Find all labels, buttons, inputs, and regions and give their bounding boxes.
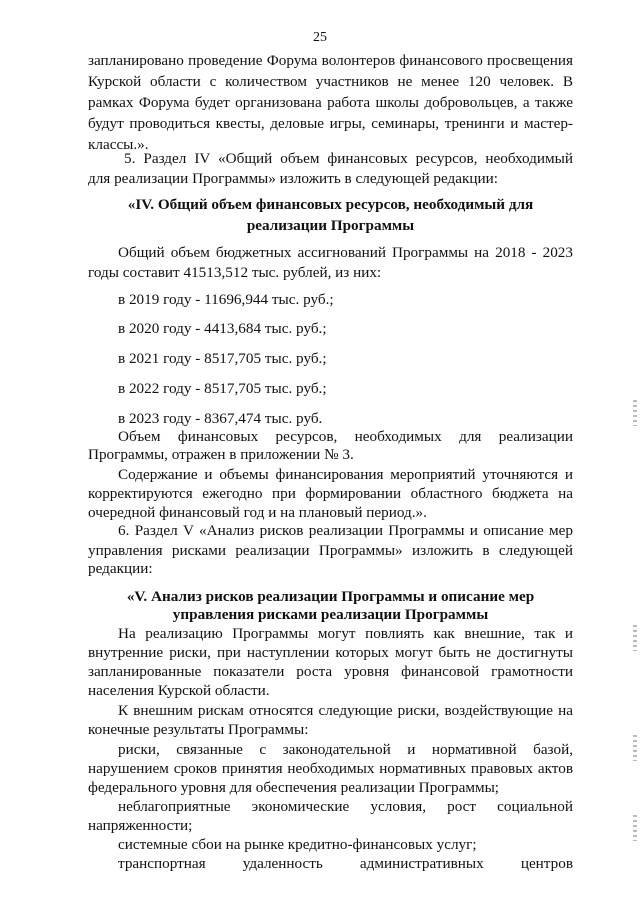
text-line: Содержание и объемы финансирования мероприятий уточняются и <box>118 466 573 483</box>
text-line: рамках Форума будет организована работа школы добровольцев, а также <box>88 94 573 111</box>
text-line: очередной финансовый год и на плановый период.». <box>88 504 427 521</box>
page-number: 25 <box>313 30 327 45</box>
scan-margin-mark <box>633 625 637 651</box>
text-line: системные сбои на рынке кредитно-финансовых услуг; <box>118 836 477 853</box>
scan-margin-mark <box>633 815 637 841</box>
budget-line: в 2022 году - 8517,705 тыс. руб.; <box>118 380 327 397</box>
text-line: годы составит 41513,512 тыс. рублей, из них: <box>88 264 382 281</box>
budget-line: в 2019 году - 11696,944 тыс. руб.; <box>118 291 334 308</box>
text-line: конечные результаты Программы: <box>88 721 309 738</box>
text-line: транспортная удаленность административных центров <box>118 855 573 872</box>
text-line: Программы, отражен в приложении № 3. <box>88 446 354 463</box>
text-line: 5. Раздел IV «Общий объем финансовых ресурсов, необходимый <box>124 150 573 167</box>
budget-line: в 2020 году - 4413,684 тыс. руб.; <box>118 320 327 337</box>
section-heading: «V. Анализ рисков реализации Программы и описание мер <box>126 588 535 605</box>
text-line: для реализации Программы» изложить в следующей редакции: <box>88 170 498 187</box>
text-line: риски, связанные с законодательной и нормативной базой, <box>118 741 573 758</box>
text-line: управления рисками реализации Программы» изложить в следующей <box>88 542 573 559</box>
section-heading: реализации Программы <box>246 217 415 234</box>
section-heading: «IV. Общий объем финансовых ресурсов, необходимый для <box>127 196 534 213</box>
text-line: будут проводиться квесты, деловые игры, семинары, тренинги и мастер- <box>88 115 573 132</box>
text-line: напряженности; <box>88 817 193 834</box>
text-line: корректируются ежегодно при формировании областного бюджета на <box>88 485 573 502</box>
text-line: запланировано проведение Форума волонтеров финансового просвещения <box>88 52 573 69</box>
text-line: На реализацию Программы могут повлиять как внешние, так и <box>118 625 573 642</box>
text-line: Объем финансовых ресурсов, необходимых для реализации <box>118 428 573 445</box>
text-line: нарушением сроков принятия необходимых нормативных правовых актов <box>88 760 573 777</box>
text-line: 6. Раздел V «Анализ рисков реализации Программы и описание мер <box>118 522 573 539</box>
text-line: классы.». <box>88 136 149 153</box>
text-line: редакции: <box>88 560 153 577</box>
text-line: населения Курской области. <box>88 682 270 699</box>
text-line: внутренние риски, при наступлении которых могут быть не достигнуты <box>88 644 573 661</box>
text-line: К внешним рискам относятся следующие риски, воздействующие на <box>118 702 573 719</box>
scan-margin-mark <box>633 735 637 761</box>
text-line: Общий объем бюджетных ассигнований Программы на 2018 - 2023 <box>118 244 573 261</box>
budget-line: в 2023 году - 8367,474 тыс. руб. <box>118 410 323 427</box>
text-line: федерального уровня для обеспечения реализации Программы; <box>88 779 500 796</box>
text-line: Курской области с количеством участников не менее 120 человек. В <box>88 73 573 90</box>
text-line: запланированные показатели роста уровня финансовой грамотности <box>88 663 573 680</box>
scan-margin-mark <box>633 400 637 426</box>
budget-line: в 2021 году - 8517,705 тыс. руб.; <box>118 350 327 367</box>
text-line: неблагоприятные экономические условия, рост социальной <box>118 798 573 815</box>
section-heading: управления рисками реализации Программы <box>172 606 489 623</box>
